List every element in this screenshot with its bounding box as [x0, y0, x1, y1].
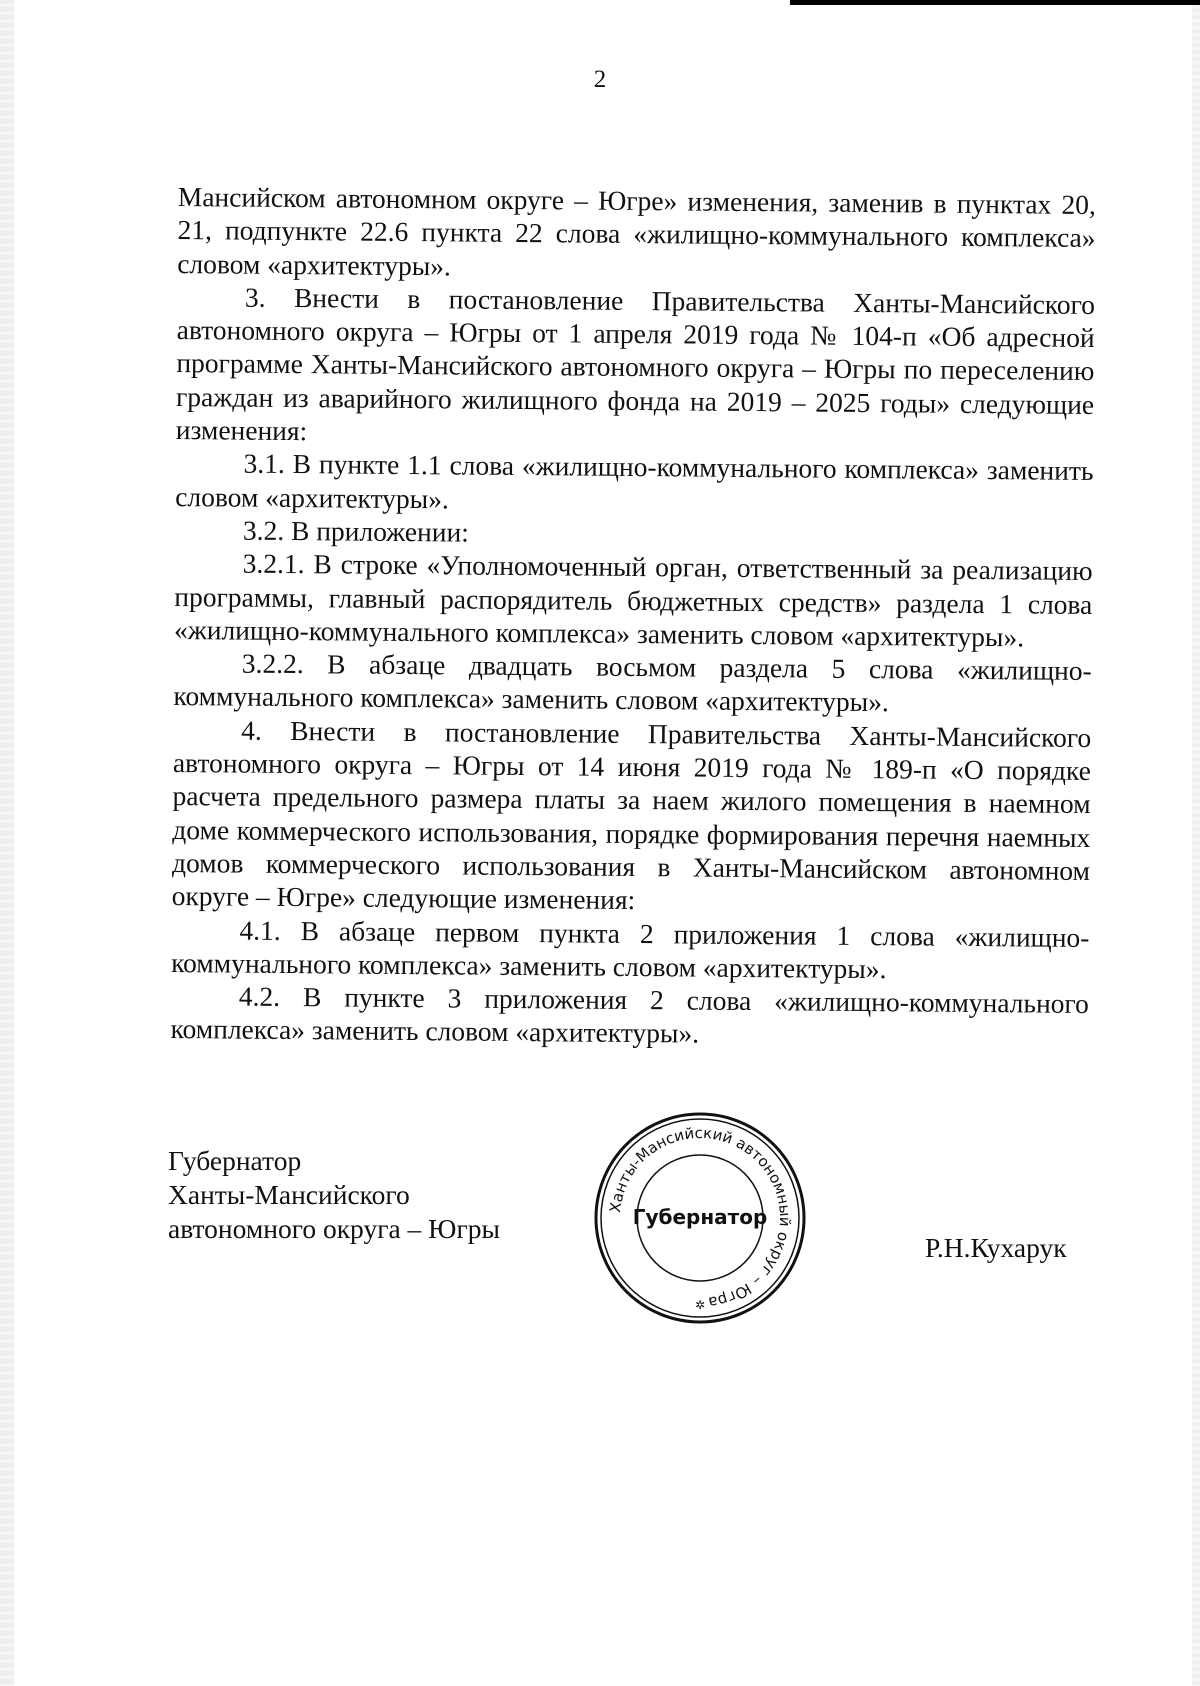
- signatory-title-line: автономного округа – Югры: [168, 1213, 500, 1244]
- seal-graphic: [590, 1108, 810, 1328]
- paragraph: 4.1. В абзаце первом пункта 2 приложения 1 слова «жилищно-коммунального комплекса» заменить словом «архитектуры».: [171, 914, 1090, 985]
- signatory-name: Р.Н.Кухарук: [925, 1232, 1067, 1263]
- paragraph: 3.2.1. В строке «Уполномоченный орган, ответственный за реализацию программы, главный распорядитель бюджетных средств» раздела 1 слова «жилищно-коммунального комплекса» заменить словом «архитектуры».: [173, 547, 1093, 653]
- signatory-title-line: Губернатор: [168, 1145, 302, 1176]
- scan-edge-left: [0, 0, 14, 1686]
- official-seal: [590, 1108, 810, 1328]
- seal-center-text: Губернатор: [632, 1205, 768, 1229]
- document-body: [170, 180, 1096, 1054]
- paragraph: 3. Внести в постановление Правительства Ханты-Мансийского автономного округа – Югры от 1 апреля 2019 года № 104-п «Об адресной программе Ханты-Мансийского автономного округа – Югры по переселению граждан из аварийного жилищного фонда на 2019 – 2025 годы» следующие изменения:: [175, 281, 1096, 447]
- page-number: 2: [593, 66, 607, 93]
- paragraph: 4. Внести в постановление Правительства Ханты-Мансийского автономного округа – Югры от 14 июня 2019 года № 189-п «О порядке расчета предельного размера платы за наем жилого помещения в наемном доме коммерческого использования, порядке формирования перечня наемных домов коммерческого использования в Ханты-Мансийском автономном округе – Югре» следующие изменения:: [171, 714, 1092, 916]
- signatory-title: [168, 1144, 500, 1246]
- scan-bar-top: [790, 0, 1200, 5]
- paragraph: 3.1. В пункте 1.1 слова «жилищно-коммунального комплекса» заменить словом «архитектуры».: [175, 447, 1094, 515]
- paragraph: 4.2. В пункте 3 приложения 2 слова «жилищно-коммунального комплекса» заменить словом «архитектуры».: [170, 980, 1089, 1050]
- scan-edge-right: [1192, 0, 1200, 1686]
- signatory-title-line: Ханты-Мансийского: [168, 1179, 410, 1210]
- paragraph: Мансийском автономном округе – Югре» изменения, заменив в пунктах 20, 21, подпункте 22.6 пункта 22 слова «жилищно-коммунального комплекса» словом «архитектуры».: [177, 180, 1096, 281]
- seal-ring-text: Ханты-Мансийский автономный округ – Югра: [606, 1123, 795, 1312]
- paragraph: 3.2.2. В абзаце двадцать восьмом раздела 5 слова «жилищно-коммунального комплекса» заменить словом «архитектуры».: [173, 647, 1092, 718]
- seal-star-icon: ✲: [694, 1298, 706, 1312]
- paragraph: 3.2. В приложении:: [242, 514, 470, 548]
